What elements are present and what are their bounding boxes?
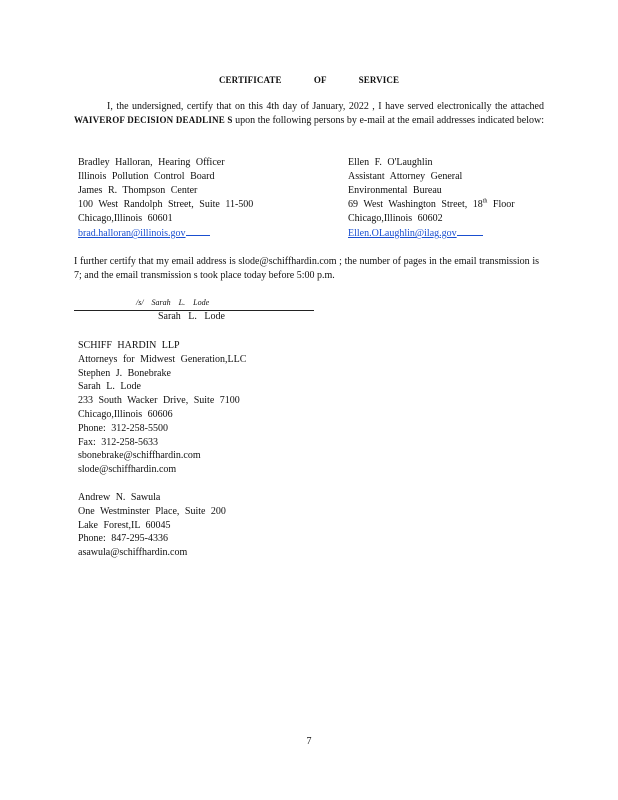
firm-email: slode@schiffhardin.com [78, 464, 177, 476]
office-city: Lake Forest,IL 60045 [78, 519, 171, 531]
firm-city: Chicago,Illinois 60606 [78, 408, 173, 420]
firm-email: sbonebrake@schiffhardin.com [78, 450, 201, 462]
recipient-title: Assistant Attorney General [348, 171, 463, 182]
firm-name: SCHIFF HARDIN LLP [78, 340, 180, 351]
recipient-street-ordinal: th [482, 198, 488, 205]
signer-name: Sarah L. Lode [158, 311, 225, 322]
firm-fax: Fax: 312-258-5633 [78, 436, 158, 448]
attorney-name: Stephen J. Bonebrake [78, 367, 171, 379]
recipient-email-link[interactable]: brad.halloran@illinois.gov [78, 228, 186, 239]
page-number: 7 [306, 736, 312, 747]
recipient-name: Ellen F. O'Laughlin [348, 157, 433, 168]
certification-paragraph: I further certify that my email address is slode@schiffhardin.com ; the number of pages in the email transmission is 7; and the email transmission s took place today before 5:00 p.m. [74, 256, 539, 281]
firm-phone: Phone: 312-258-5500 [78, 422, 168, 434]
electronic-signature: /s/ Sarah L. Lode [136, 298, 210, 307]
service-paragraph [74, 100, 544, 127]
served-document-name: WAIVEROF DECISION DEADLINE S [74, 114, 233, 125]
document-title: CERTIFICATE OF SERVICE [218, 75, 400, 85]
firm-contact-block [78, 339, 246, 477]
recipient-hearing-officer [78, 156, 328, 241]
attorney-name: Sarah L. Lode [78, 381, 141, 393]
attorney-name: Andrew N. Sawula [78, 492, 161, 503]
recipient-name: Bradley Halloran, Hearing Officer [78, 157, 225, 168]
sawula-contact-block [78, 491, 226, 560]
recipient-bureau: Environmental Bureau [348, 185, 442, 196]
recipient-email-link[interactable]: Ellen.OLaughlin@ilag.gov [348, 228, 457, 239]
service-text-end: upon the following persons by e-mail at the email addresses indicated below: [235, 114, 545, 126]
recipient-street-floor: Floor [492, 199, 515, 210]
office-phone: Phone: 847-295-4336 [78, 533, 168, 545]
recipient-street-text: 69 West Washington Street, 18 [348, 199, 483, 210]
service-text-start: I, the undersigned, certify that on this 4th day of January, 2022 , I have served electronically the attached [107, 101, 544, 112]
recipient-attorney-general [348, 156, 548, 241]
recipient-organization: Illinois Pollution Control Board [78, 171, 215, 182]
firm-street: 233 South Wacker Drive, Suite 7100 [78, 395, 240, 407]
recipient-street: 100 West Randolph Street, Suite 11-500 [78, 199, 254, 210]
office-email: asawula@schiffhardin.com [78, 547, 188, 559]
recipient-city: Chicago,Illinois 60602 [348, 213, 443, 224]
recipient-building: James R. Thompson Center [78, 185, 198, 196]
recipient-city: Chicago,Illinois 60601 [78, 213, 173, 224]
office-street: One Westminster Place, Suite 200 [78, 505, 226, 517]
recipient-street [348, 198, 548, 212]
firm-role: Attorneys for Midwest Generation,LLC [78, 353, 247, 365]
